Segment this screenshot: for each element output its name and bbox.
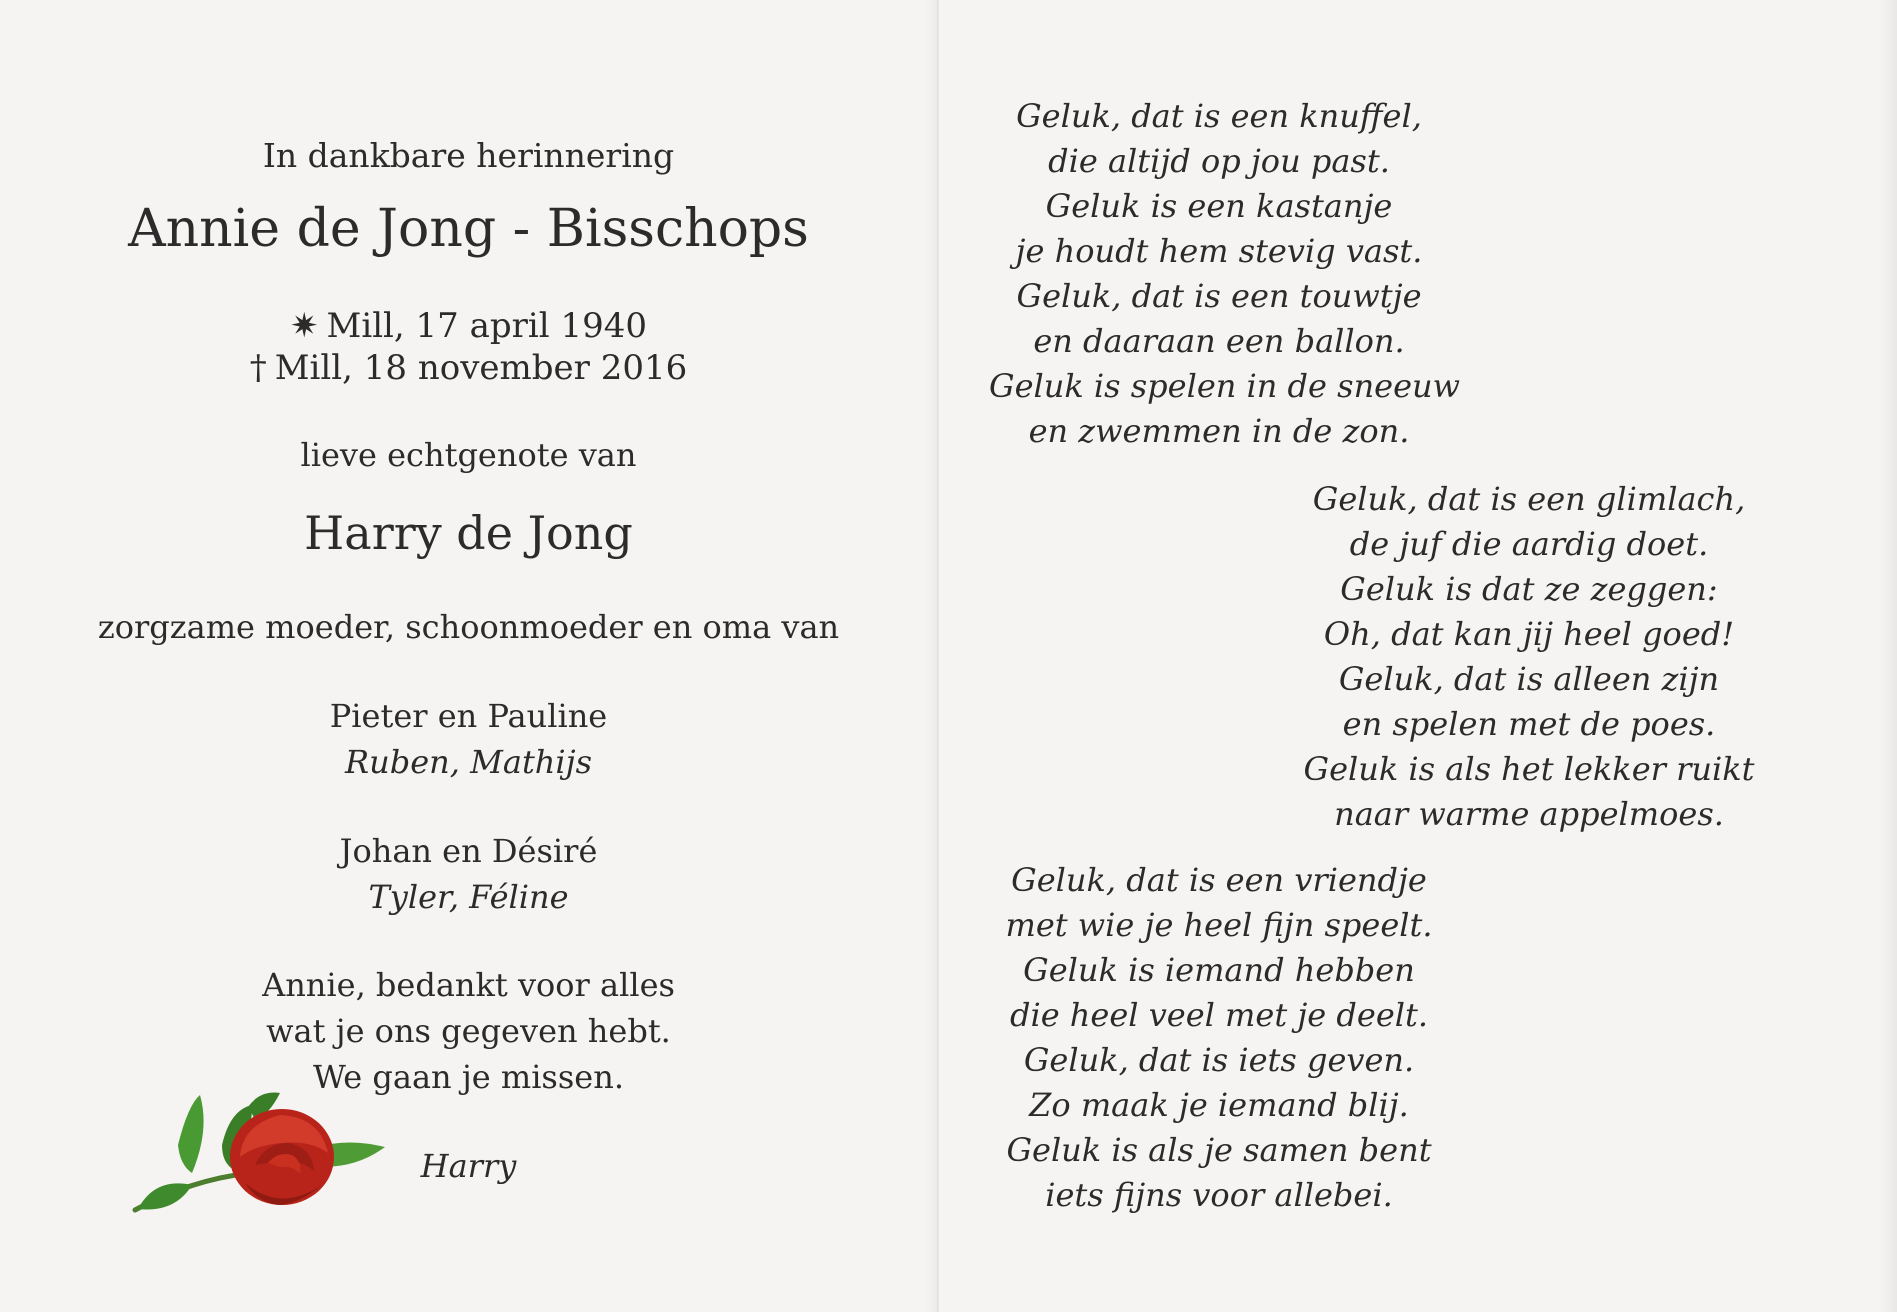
death-text: Mill, 18 november 2016	[274, 348, 688, 388]
birth-text: Mill, 17 april 1940	[326, 306, 647, 346]
family-parents-1: Pieter en Pauline	[329, 697, 608, 735]
poem-line: Geluk is dat ze zeggen:	[1340, 570, 1718, 608]
family-intro: zorgzame moeder, schoonmoeder en oma van	[97, 608, 840, 646]
poem-line: en daaraan een ballon.	[1033, 322, 1405, 360]
poem-stanza-2	[1299, 477, 1759, 837]
poem-line: Geluk, dat is alleen zijn	[1338, 660, 1720, 698]
poem-line: Oh, dat kan jij heel goed!	[1323, 615, 1735, 653]
poem-line: Zo maak je iemand blij.	[1029, 1086, 1409, 1124]
poem-line: Geluk is spelen in de sneeuw	[989, 367, 1461, 405]
poem-line: Geluk, dat is een knuffel,	[1016, 97, 1422, 135]
fold-shadow	[925, 0, 937, 1312]
poem-line: Geluk is als het lekker ruikt	[1303, 750, 1755, 788]
poem-stanza-1	[989, 94, 1461, 454]
poem-line: naar warme appelmoes.	[1334, 795, 1724, 833]
poem-line: Geluk, dat is een vriendje	[1011, 861, 1427, 899]
poem-line: die heel veel met je deelt.	[1009, 996, 1429, 1034]
poem-line: Geluk is een kastanje	[1045, 187, 1393, 225]
poem-line: Geluk is iemand hebben	[1023, 951, 1415, 989]
intro-text: In dankbare herinnering	[262, 136, 675, 175]
family-grandchildren-2: Tyler, Féline	[368, 878, 569, 916]
poem-line: Geluk is als je samen bent	[1006, 1131, 1432, 1169]
poem-line: en spelen met de poes.	[1342, 705, 1716, 743]
red-rose-icon	[130, 1085, 395, 1220]
poem-line: met wie je heel fijn speelt.	[1005, 906, 1433, 944]
family-grandchildren-1: Ruben, Mathijs	[345, 743, 592, 781]
poem-line: de juf die aardig doet.	[1349, 525, 1709, 563]
poem-line: iets fijns voor allebei.	[1045, 1176, 1393, 1214]
death-cross-icon: †	[249, 348, 267, 388]
closing-line-1: Annie, bedankt voor alles	[262, 966, 675, 1004]
poem-line: Geluk, dat is een touwtje	[1016, 277, 1422, 315]
left-panel	[0, 0, 937, 1312]
family-parents-2: Johan en Désiré	[339, 832, 598, 870]
birth-line	[0, 306, 937, 346]
poem-panel	[939, 0, 1879, 1312]
closing-line-3: We gaan je missen.	[313, 1058, 624, 1096]
poem-stanza-3	[989, 858, 1449, 1218]
poem-line: en zwemmen in de zon.	[1028, 412, 1410, 450]
death-line	[0, 348, 937, 388]
poem-line: Geluk, dat is een glimlach,	[1312, 480, 1746, 518]
poem-line: je houdt hem stevig vast.	[1015, 232, 1423, 270]
birth-star-icon: ✷	[290, 306, 319, 346]
spouse-name: Harry de Jong	[304, 506, 633, 560]
signature: Harry	[420, 1147, 517, 1185]
spouse-intro: lieve echtgenote van	[300, 436, 637, 474]
card-edge-shadow	[1879, 0, 1897, 1312]
deceased-name: Annie de Jong - Bisschops	[128, 199, 809, 259]
poem-line: Geluk, dat is iets geven.	[1023, 1041, 1415, 1079]
poem-line: die altijd op jou past.	[1048, 142, 1390, 180]
closing-line-2: wat je ons gegeven hebt.	[266, 1012, 671, 1050]
